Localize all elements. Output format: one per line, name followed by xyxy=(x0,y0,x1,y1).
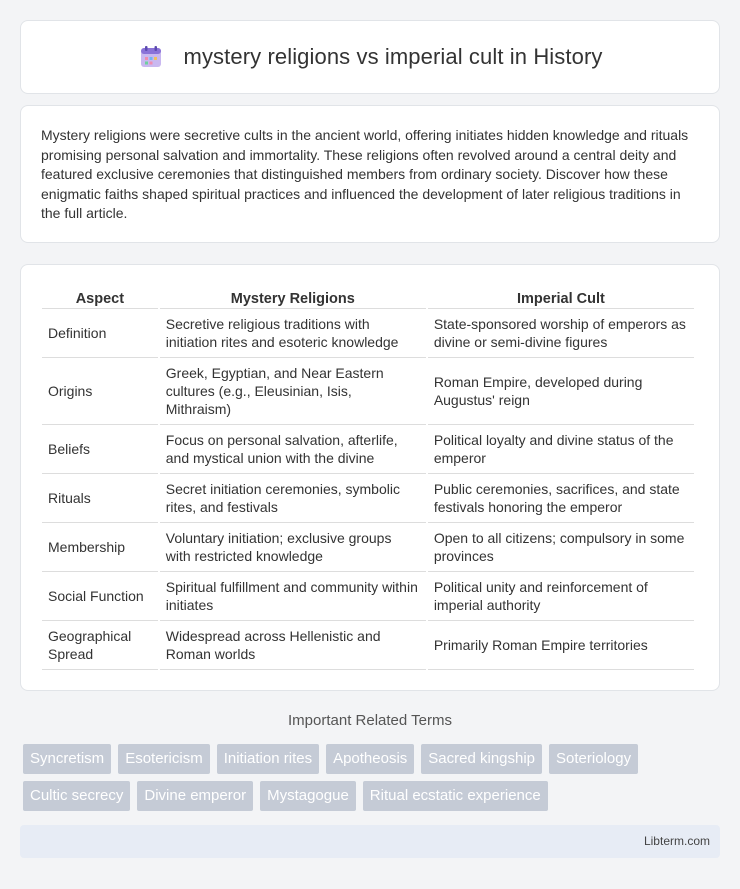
cell-imperial: Public ceremonies, sacrifices, and state festivals honoring the emperor xyxy=(428,474,694,523)
table-row xyxy=(42,474,694,523)
table-row xyxy=(42,523,694,572)
calendar-icon xyxy=(138,44,164,70)
term-tag[interactable]: Cultic secrecy xyxy=(23,781,130,811)
cell-imperial: Open to all citizens; compulsory in some provinces xyxy=(428,523,694,572)
cell-imperial: Political loyalty and divine status of the emperor xyxy=(428,425,694,474)
comparison-table xyxy=(40,285,696,670)
term-tag[interactable]: Ritual ecstatic experience xyxy=(363,781,548,811)
header-card xyxy=(20,20,720,94)
term-tag[interactable]: Soteriology xyxy=(549,744,638,774)
cell-aspect: Membership xyxy=(42,523,158,572)
table-row xyxy=(42,621,694,670)
related-terms-list xyxy=(23,744,723,818)
page-title: mystery religions vs imperial cult in History xyxy=(183,44,603,69)
header-mystery-religions: Mystery Religions xyxy=(160,285,426,309)
cell-aspect: Beliefs xyxy=(42,425,158,474)
related-terms-title: Important Related Terms xyxy=(288,712,452,729)
table-row xyxy=(42,358,694,425)
table-row xyxy=(42,309,694,358)
cell-mystery: Widespread across Hellenistic and Roman worlds xyxy=(160,621,426,670)
cell-mystery: Secretive religious traditions with initiation rites and esoteric knowledge xyxy=(160,309,426,358)
cell-mystery: Voluntary initiation; exclusive groups with restricted knowledge xyxy=(160,523,426,572)
term-tag[interactable]: Esotericism xyxy=(118,744,210,774)
term-tag[interactable]: Sacred kingship xyxy=(421,744,542,774)
cell-aspect: Social Function xyxy=(42,572,158,621)
header-imperial-cult: Imperial Cult xyxy=(428,285,694,309)
table-header-row xyxy=(42,285,694,309)
term-tag[interactable]: Syncretism xyxy=(23,744,111,774)
cell-mystery: Secret initiation ceremonies, symbolic rites, and festivals xyxy=(160,474,426,523)
intro-card xyxy=(20,105,720,243)
cell-aspect: Origins xyxy=(42,358,158,425)
cell-mystery: Focus on personal salvation, afterlife, and mystical union with the divine xyxy=(160,425,426,474)
cell-mystery: Spiritual fulfillment and community within initiates xyxy=(160,572,426,621)
term-tag[interactable]: Initiation rites xyxy=(217,744,319,774)
table-row xyxy=(42,572,694,621)
cell-mystery: Greek, Egyptian, and Near Eastern cultures (e.g., Eleusinian, Isis, Mithraism) xyxy=(160,358,426,425)
footer-link[interactable]: Libterm.com xyxy=(643,834,710,848)
table-row xyxy=(42,425,694,474)
cell-imperial: State-sponsored worship of emperors as divine or semi-divine figures xyxy=(428,309,694,358)
cell-aspect: Rituals xyxy=(42,474,158,523)
term-tag[interactable]: Mystagogue xyxy=(260,781,356,811)
header-aspect: Aspect xyxy=(42,285,158,309)
term-tag[interactable]: Divine emperor xyxy=(137,781,253,811)
cell-imperial: Roman Empire, developed during Augustus' reign xyxy=(428,358,694,425)
comparison-table-card xyxy=(20,264,720,691)
cell-imperial: Political unity and reinforcement of imperial authority xyxy=(428,572,694,621)
term-tag[interactable]: Apotheosis xyxy=(326,744,414,774)
intro-text: Mystery religions were secretive cults in the ancient world, offering initiates hidden knowledge and rituals promising personal salvation and immortality. These religions often revolved around a central deity and featured exclusive ceremonies that distinguished members from ordinary society. Discover how these enigmatic faiths shaped spiritual practices and influenced the development of later religious traditions in the full article. xyxy=(41,127,689,222)
cell-aspect: Geographical Spread xyxy=(42,621,158,670)
cell-imperial: Primarily Roman Empire territories xyxy=(428,621,694,670)
footer xyxy=(20,825,720,858)
cell-aspect: Definition xyxy=(42,309,158,358)
